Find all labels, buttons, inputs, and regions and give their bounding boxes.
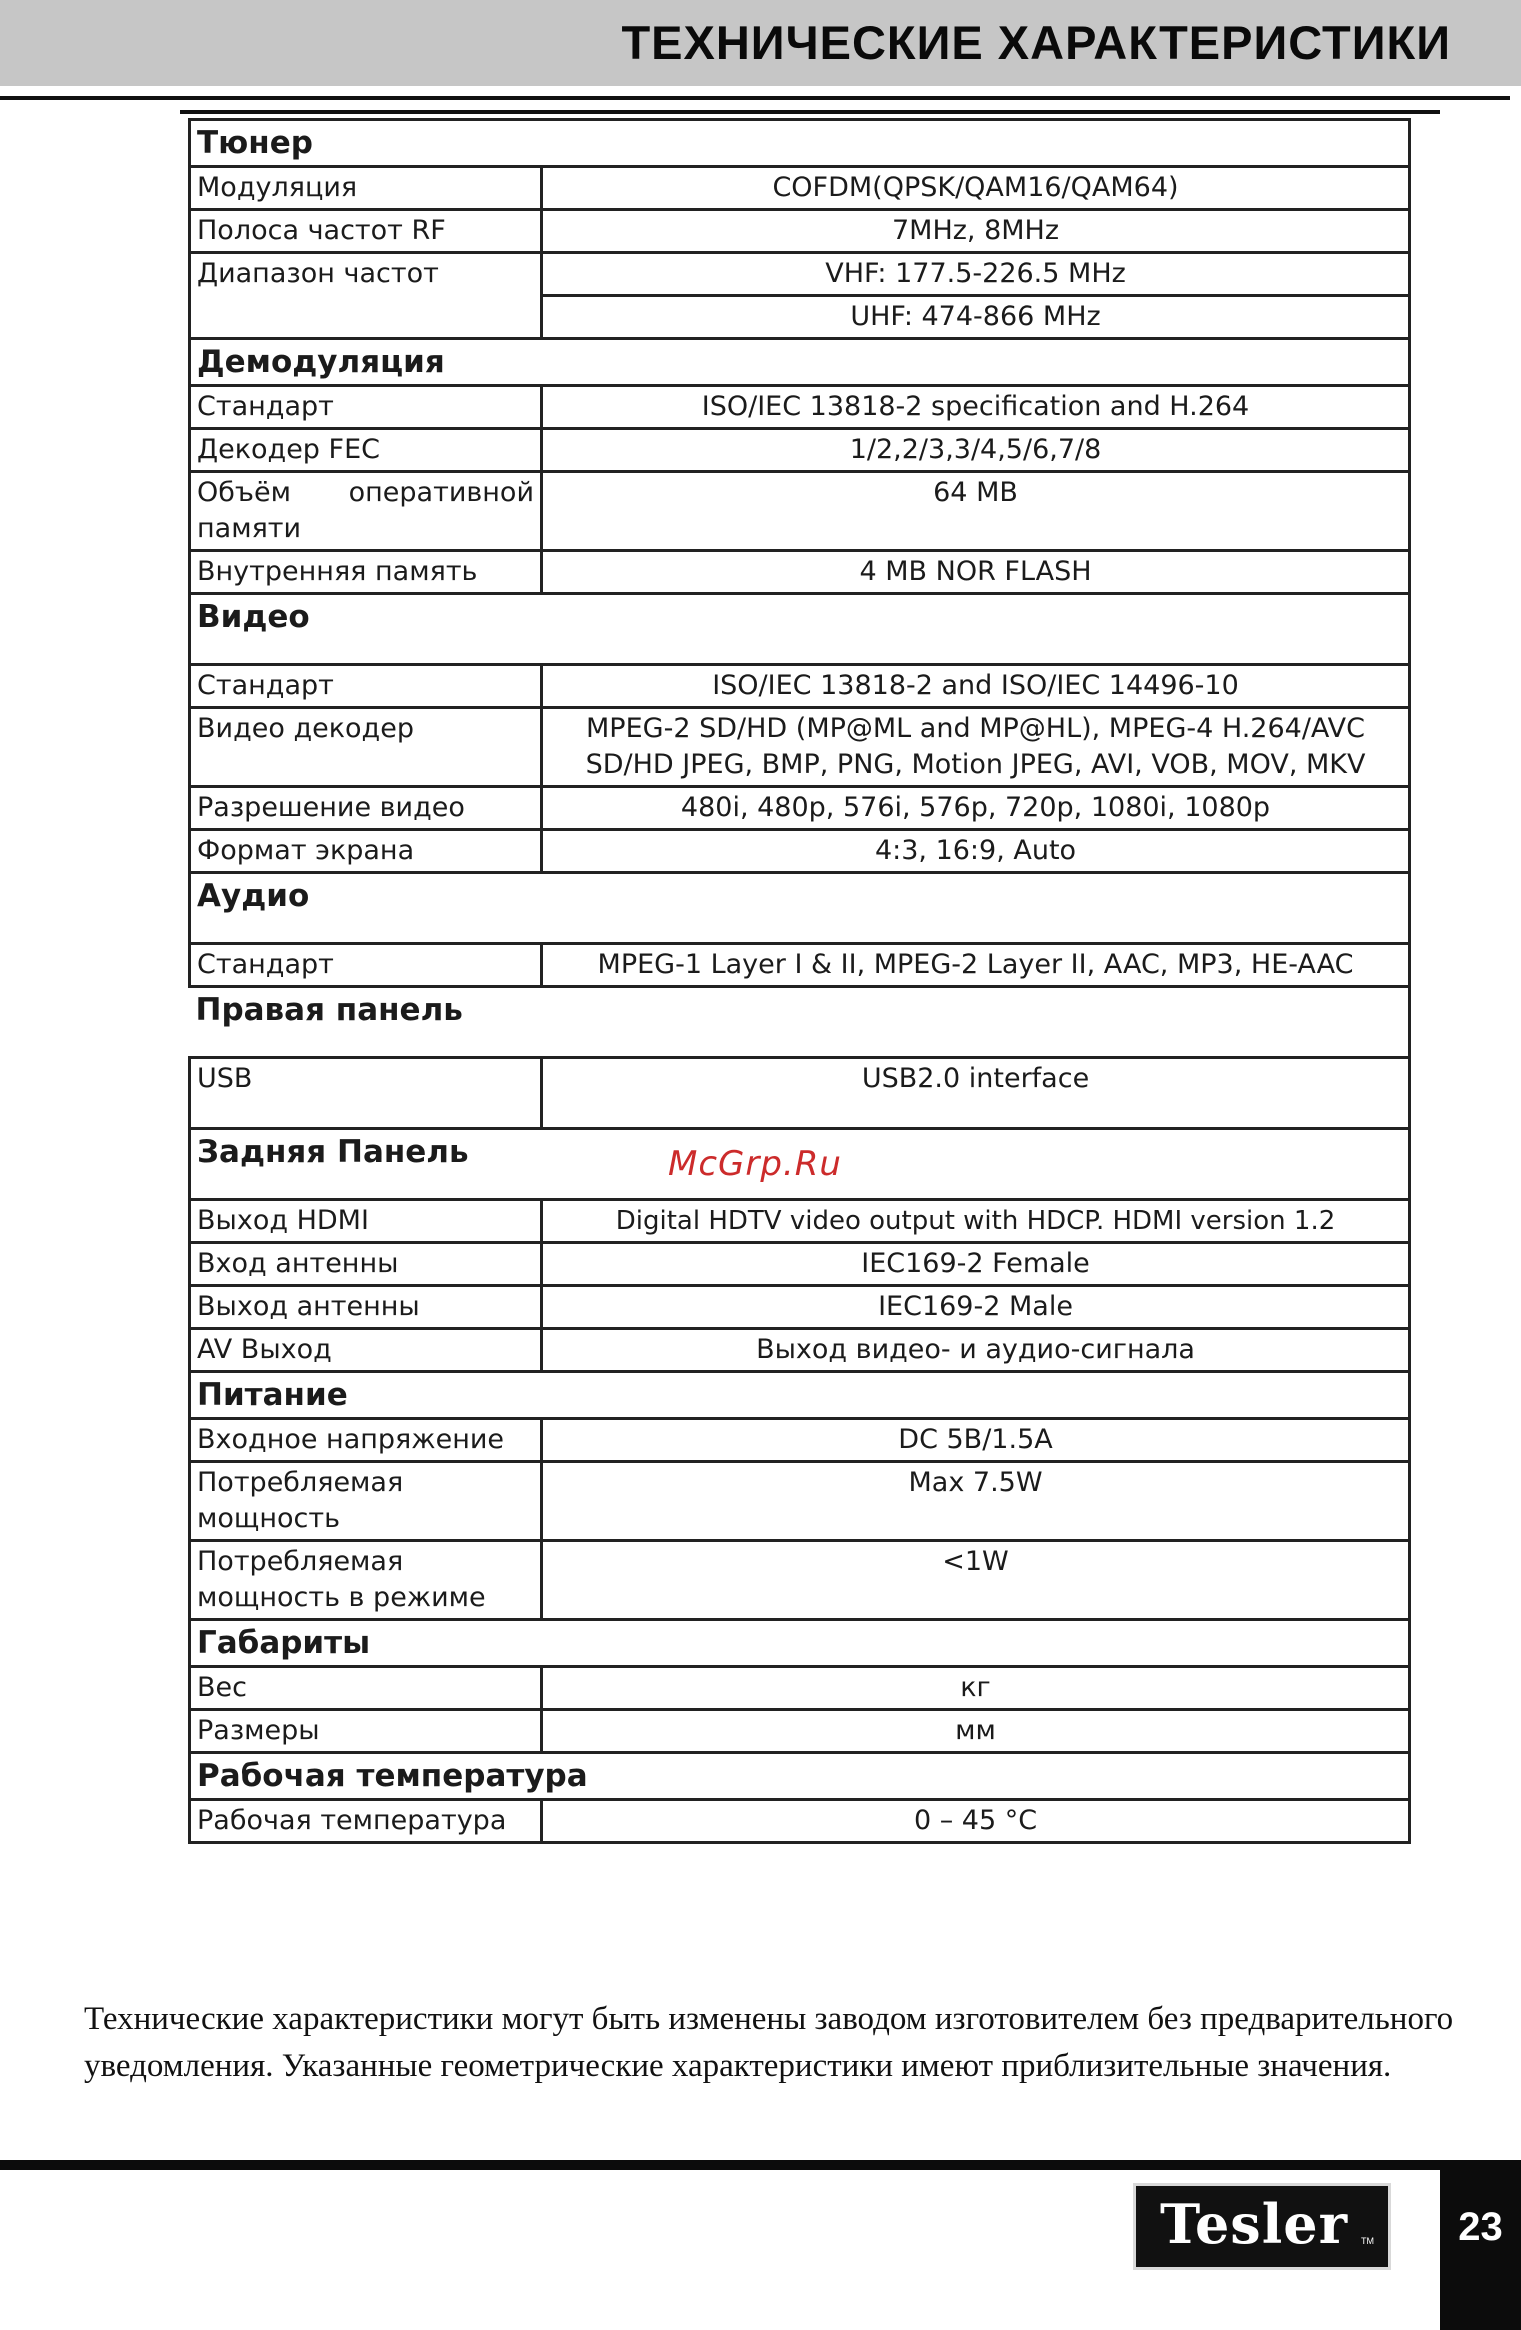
section-title: Рабочая температура	[190, 1753, 1410, 1800]
table-row	[190, 944, 1410, 987]
table-row	[190, 551, 1410, 594]
row-label: Вес	[190, 1667, 542, 1710]
row-label: Входное напряжение	[190, 1419, 542, 1462]
row-label: USB	[190, 1058, 542, 1129]
row-label: Выход антенны	[190, 1286, 542, 1329]
row-label: Выход HDMI	[190, 1200, 542, 1243]
watermark: McGrp.Ru	[668, 1144, 842, 1184]
row-value: 480i, 480p, 576i, 576p, 720p, 1080i, 1080p	[542, 787, 1410, 830]
row-value: Max 7.5W	[542, 1462, 1410, 1541]
row-label: Разрешение видео	[190, 787, 542, 830]
section-video	[190, 594, 1410, 665]
row-value: UHF: 474-866 MHz	[542, 296, 1410, 339]
section-title: Тюнер	[190, 120, 1410, 167]
table-row	[190, 1286, 1410, 1329]
row-value: Выход видео- и аудио-сигнала	[542, 1329, 1410, 1372]
row-label: Объём оперативной памяти	[190, 472, 542, 551]
table-row	[190, 1800, 1410, 1843]
table-row	[190, 1200, 1410, 1243]
disclaimer-note: Технические характеристики могут быть изменены заводом изготовителем без предварительного уведомления. Указанные геометрические характеристики имеют приблизительные значения.	[84, 2001, 1454, 2084]
table-row	[190, 1419, 1410, 1462]
table-row	[190, 472, 1410, 551]
row-value: 0 – 45 °C	[542, 1800, 1410, 1843]
table-row	[190, 1710, 1410, 1753]
section-demodulation	[190, 339, 1410, 386]
section-tuner	[190, 120, 1410, 167]
page-number: 23	[1458, 2205, 1503, 2249]
table-row	[190, 1058, 1410, 1129]
row-value: COFDM(QPSK/QAM16/QAM64)	[542, 167, 1410, 210]
row-label: Диапазон частот	[190, 253, 542, 339]
row-value: 4:3, 16:9, Auto	[542, 830, 1410, 873]
section-temperature	[190, 1753, 1410, 1800]
row-label: Формат экрана	[190, 830, 542, 873]
section-audio	[190, 873, 1410, 944]
table-row	[190, 830, 1410, 873]
section-title: Правая панель	[190, 987, 1410, 1058]
row-label: Полоса частот RF	[190, 210, 542, 253]
table-row	[190, 665, 1410, 708]
section-title: Аудио	[190, 873, 1410, 944]
row-value: USB2.0 interface	[542, 1058, 1410, 1129]
row-label: Внутренняя память	[190, 551, 542, 594]
row-value: 1/2,2/3,3/4,5/6,7/8	[542, 429, 1410, 472]
row-label: Потребляемая мощность в режиме	[190, 1541, 542, 1620]
row-label: Стандарт	[190, 386, 542, 429]
row-value: IEC169-2 Female	[542, 1243, 1410, 1286]
table-row	[190, 787, 1410, 830]
page-title: ТЕХНИЧЕСКИЕ ХАРАКТЕРИСТИКИ	[621, 16, 1451, 69]
logo-text: Tesler	[1159, 2192, 1349, 2256]
row-value: кг	[542, 1667, 1410, 1710]
table-row	[190, 253, 1410, 296]
section-power	[190, 1372, 1410, 1419]
section-right-panel	[190, 987, 1410, 1058]
table-row	[190, 1329, 1410, 1372]
tesler-logo	[1133, 2183, 1391, 2270]
table-row	[190, 210, 1410, 253]
row-value: <1W	[542, 1541, 1410, 1620]
row-label: AV Выход	[190, 1329, 542, 1372]
row-value: DC 5В/1.5A	[542, 1419, 1410, 1462]
footer-rule	[0, 2160, 1440, 2170]
table-row	[190, 167, 1410, 210]
row-value: 64 MB	[542, 472, 1410, 551]
row-label: Модуляция	[190, 167, 542, 210]
table-row	[190, 1462, 1410, 1541]
table-row	[190, 1243, 1410, 1286]
row-label: Рабочая температура	[190, 1800, 542, 1843]
table-row	[190, 386, 1410, 429]
header-rule-inner	[180, 110, 1440, 114]
header-rule	[0, 96, 1510, 100]
row-label: Стандарт	[190, 665, 542, 708]
section-title: Демодуляция	[190, 339, 1410, 386]
row-value: ISO/IEC 13818-2 and ISO/IEC 14496-10	[542, 665, 1410, 708]
row-label: Размеры	[190, 1710, 542, 1753]
row-value: 7MHz, 8MHz	[542, 210, 1410, 253]
spec-table-container	[188, 118, 1408, 1844]
row-value: MPEG-1 Layer I & II, MPEG-2 Layer II, AAC, MP3, HE-AAC	[542, 944, 1410, 987]
row-value: VHF: 177.5-226.5 MHz	[542, 253, 1410, 296]
row-value: мм	[542, 1710, 1410, 1753]
section-title: Видео	[190, 594, 1410, 665]
row-label: Стандарт	[190, 944, 542, 987]
section-title: Габариты	[190, 1620, 1410, 1667]
row-label: Декодер FEC	[190, 429, 542, 472]
table-row	[190, 1667, 1410, 1710]
row-label: Потребляемая мощность	[190, 1462, 542, 1541]
logo-trademark: TM	[1361, 2236, 1374, 2246]
row-label: Вход антенны	[190, 1243, 542, 1286]
row-value: Digital HDTV video output with HDCP. HDMI version 1.2	[542, 1200, 1410, 1243]
row-value: ISO/IEC 13818-2 specification and H.264	[542, 386, 1410, 429]
table-row	[190, 429, 1410, 472]
row-label: Видео декодер	[190, 708, 542, 787]
spec-table	[188, 118, 1411, 1844]
table-row	[190, 1541, 1410, 1620]
section-title: Питание	[190, 1372, 1410, 1419]
row-value: IEC169-2 Male	[542, 1286, 1410, 1329]
row-value: MPEG-2 SD/HD (MP@ML and MP@HL), MPEG-4 H.264/AVC SD/HD JPEG, BMP, PNG, Motion JPEG, AVI, VOB, MOV, MKV	[542, 708, 1410, 787]
section-title: Задняя Панель	[190, 1129, 1410, 1200]
section-dimensions	[190, 1620, 1410, 1667]
table-row	[190, 708, 1410, 787]
row-value: 4 MB NOR FLASH	[542, 551, 1410, 594]
